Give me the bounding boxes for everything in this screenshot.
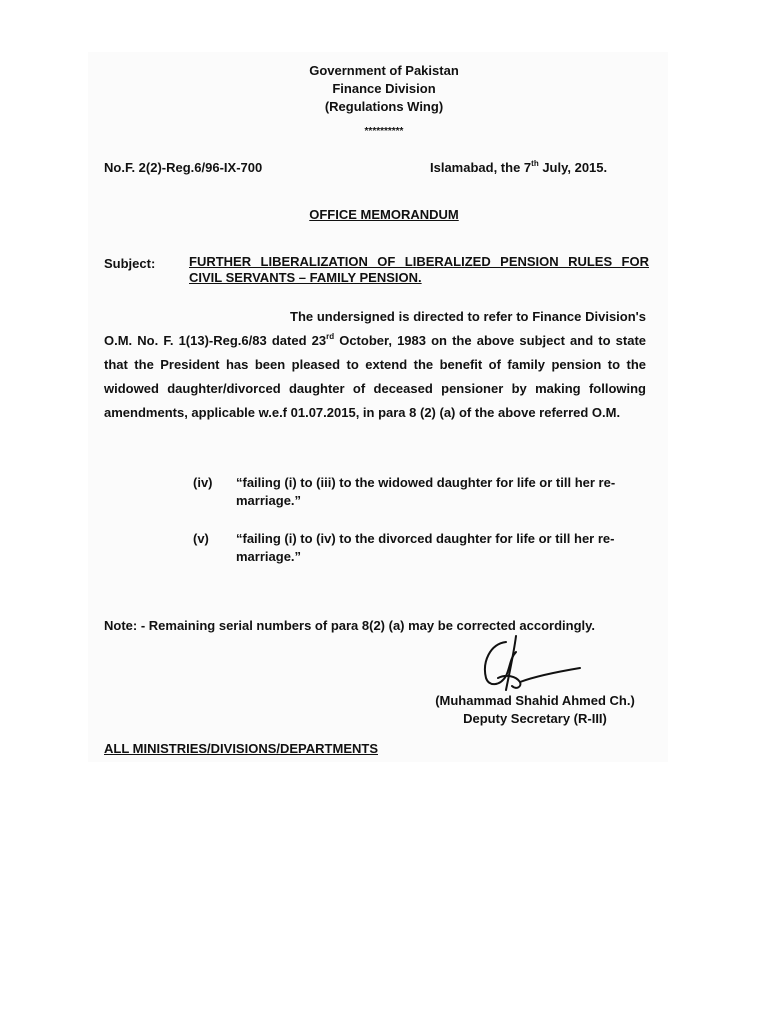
distribution-list: ALL MINISTRIES/DIVISIONS/DEPARTMENTS [104, 741, 378, 756]
issue-date [430, 160, 607, 175]
header-separator: ********** [364, 126, 404, 137]
memorandum-title: OFFICE MEMORANDUM [309, 207, 459, 222]
signatory-block [420, 692, 650, 728]
letterhead-division: Finance Division [332, 81, 436, 96]
amendment-item [193, 530, 653, 570]
body-ordinal: rd [326, 332, 335, 341]
date-ordinal: th [531, 159, 539, 168]
subject-label: Subject: [104, 256, 156, 271]
amendment-number: (iv) [193, 475, 213, 490]
amendment-text: “failing (i) to (iii) to the widowed daughter for life or till her re-marriage.” [236, 475, 616, 508]
amendment-number: (v) [193, 531, 209, 546]
amendment-item [193, 474, 653, 514]
note-paragraph: Note: - Remaining serial numbers of para 8(2) (a) may be corrected accordingly. [104, 618, 596, 633]
signatory-designation: Deputy Secretary (R-III) [463, 711, 607, 726]
letterhead-government: Government of Pakistan [309, 63, 459, 78]
subject-text: FURTHER LIBERALIZATION OF LIBERALIZED PENSION RULES FOR CIVIL SERVANTS – FAMILY PENSION. [189, 254, 649, 285]
reference-number: No.F. 2(2)-Reg.6/96-IX-700 [104, 160, 263, 175]
body-text-part1: The undersigned is directed to refer to Finance Division's O.M. No. F. 1(13)-Reg.6/83 dated 23 [104, 309, 646, 348]
signatory-name: (Muhammad Shahid Ahmed Ch.) [435, 693, 635, 708]
date-prefix: Islamabad, the 7 [430, 160, 532, 175]
letterhead-wing: (Regulations Wing) [324, 99, 444, 114]
amendment-text: “failing (i) to (iv) to the divorced daughter for life or till her re-marriage.” [236, 531, 615, 564]
body-text-part2: October, 1983 on the above subject and to state that the President has been pleased to extend the benefit of family pension to the widowed daughter/divorced daughter of deceased pensioner by making following amendments, applicable w.e.f 01.07.2015, in para 8 (2) (a) of the above referred O.M. [104, 333, 647, 420]
letterhead [0, 62, 768, 116]
body-paragraph [104, 305, 646, 425]
date-suffix: July, 2015. [538, 160, 608, 175]
